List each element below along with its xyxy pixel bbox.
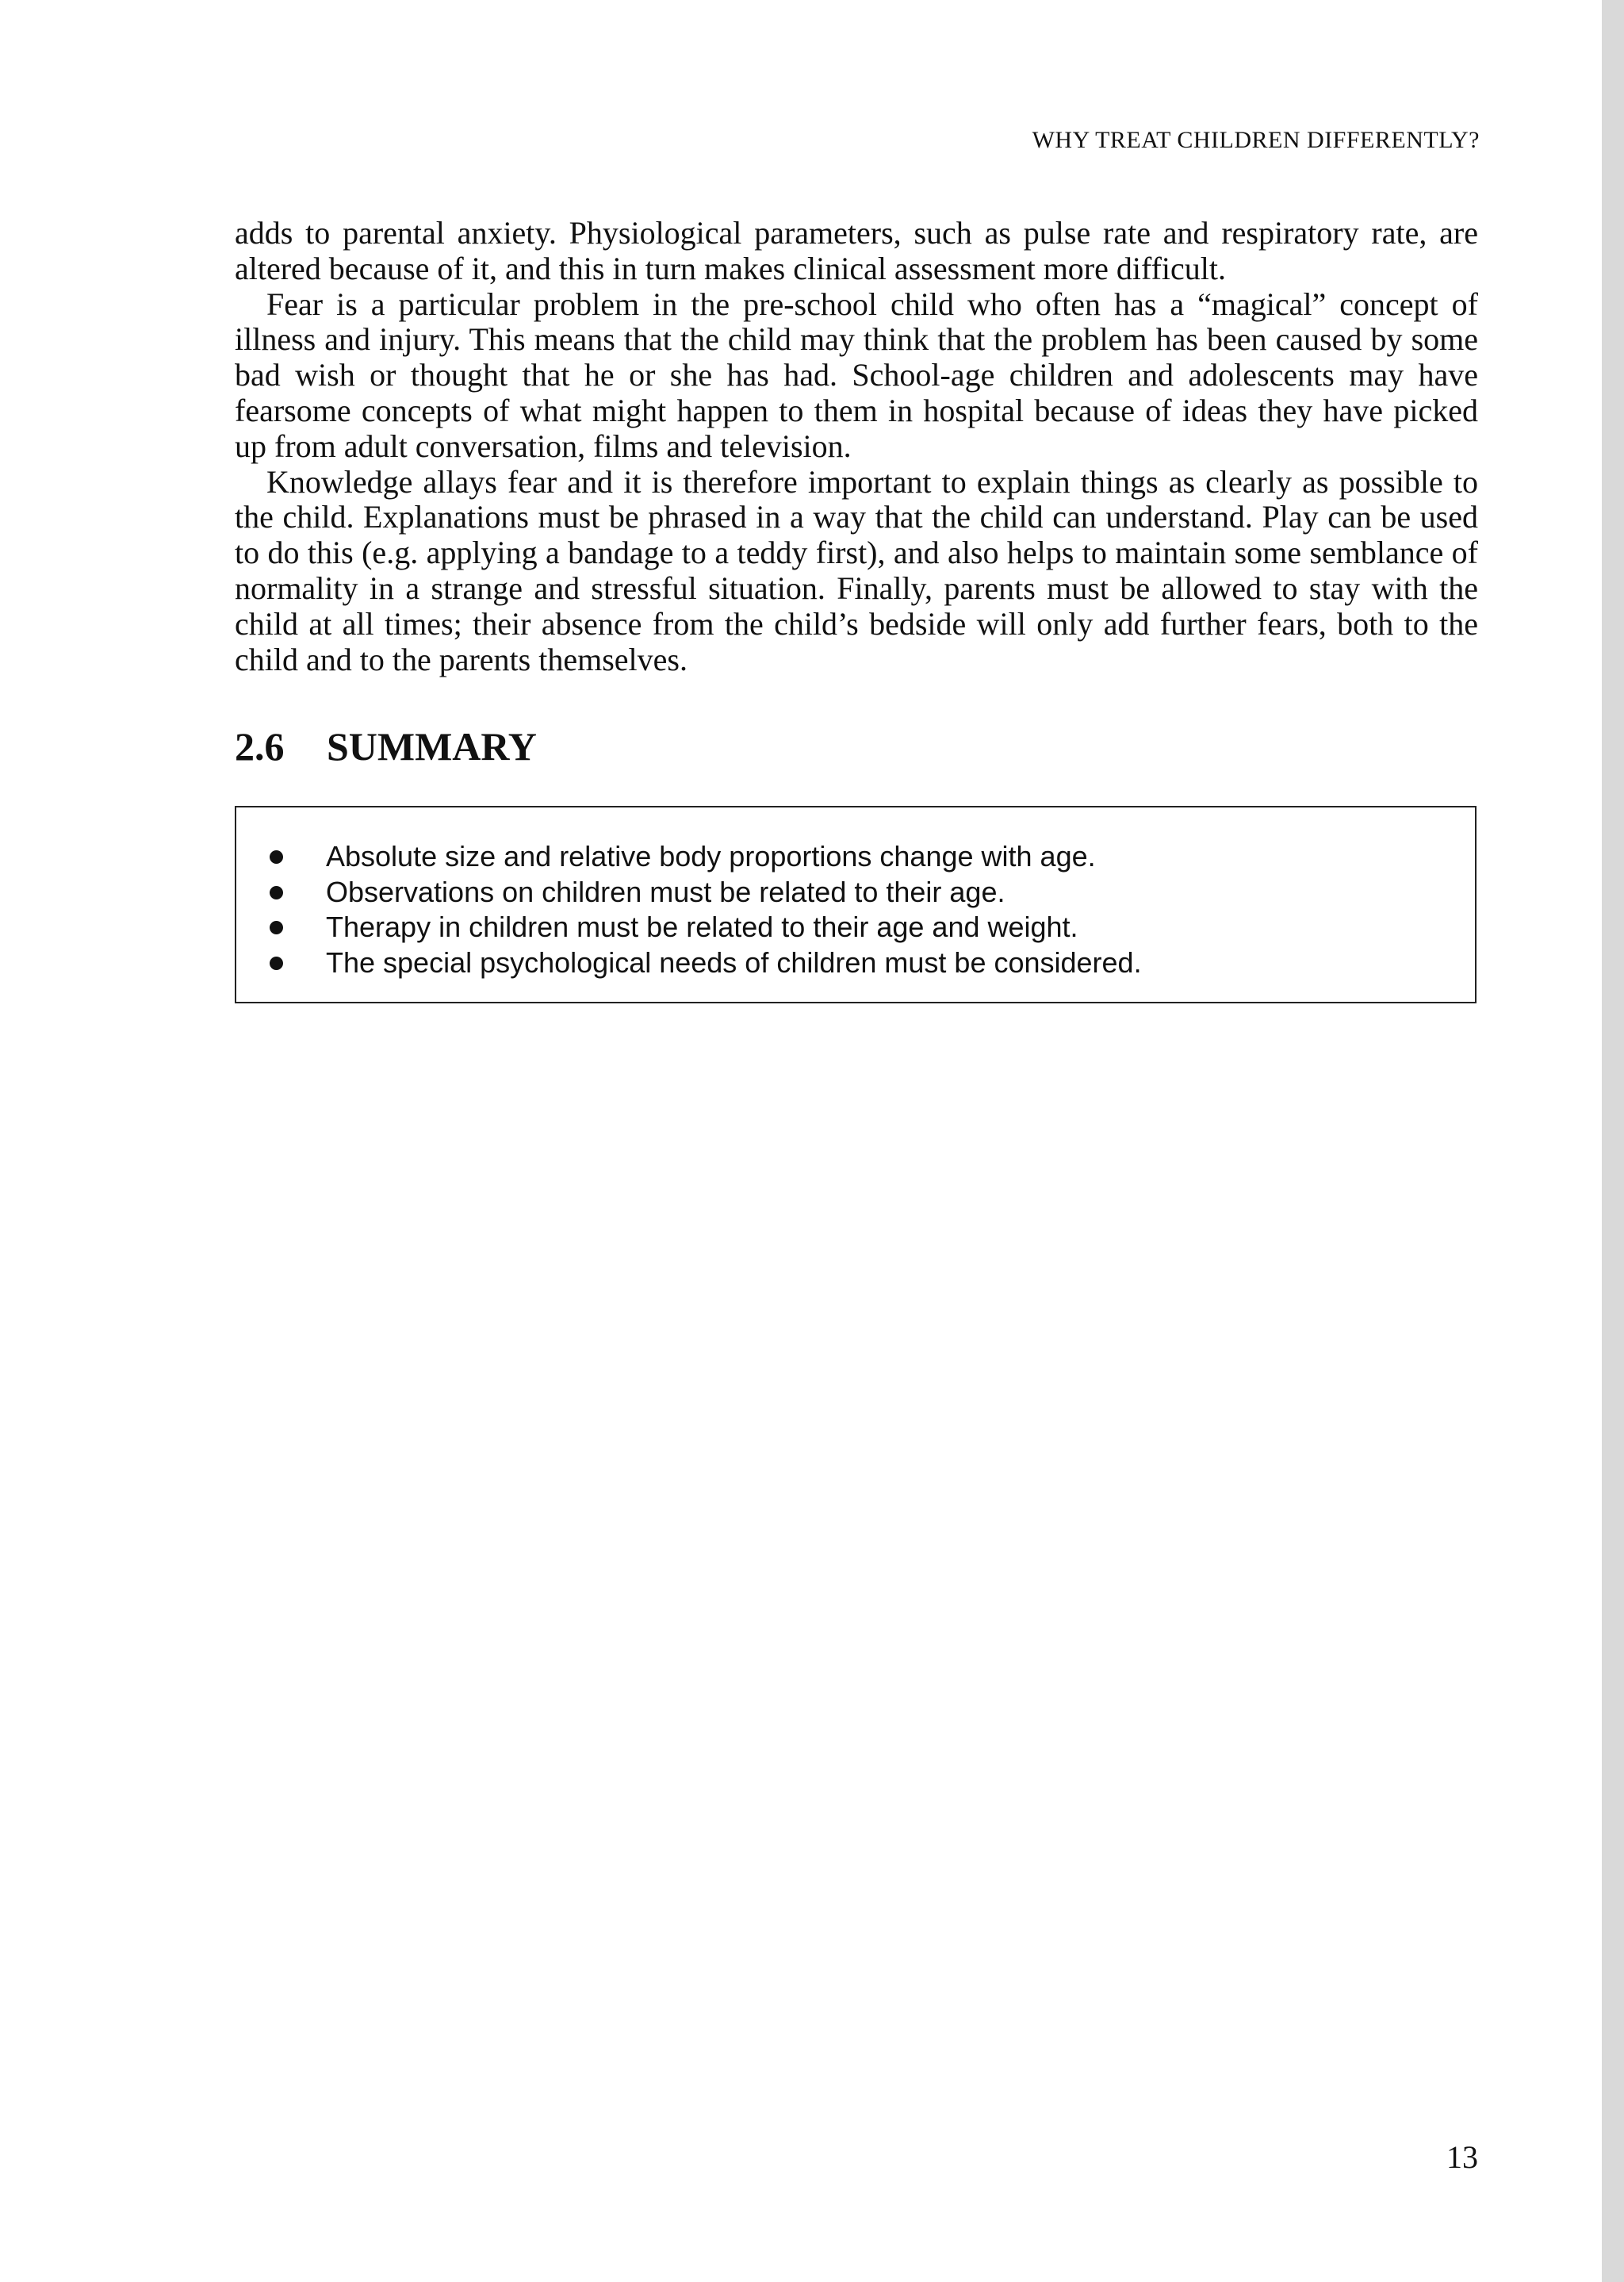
page-edge bbox=[1602, 0, 1624, 2282]
summary-item-text: The special psychological needs of children must be considered. bbox=[326, 945, 1142, 979]
bullet-icon bbox=[270, 921, 283, 934]
summary-item-text: Therapy in children must be related to their age and weight. bbox=[326, 911, 1078, 944]
bullet-icon bbox=[270, 957, 283, 970]
summary-item bbox=[236, 910, 1475, 945]
paragraph: adds to parental anxiety. Physiological parameters, such as pulse rate and respiratory rate, are altered because of it, and this in turn makes clinical assessment more difficult. bbox=[235, 215, 1478, 286]
summary-item bbox=[236, 839, 1475, 875]
body-text bbox=[235, 216, 1478, 677]
summary-list bbox=[236, 807, 1475, 980]
bullet-icon bbox=[270, 886, 283, 899]
summary-item-text: Absolute size and relative body proportions change with age. bbox=[326, 840, 1096, 873]
paragraph: Knowledge allays fear and it is therefore important to explain things as clearly as possible to the child. Explanations must be phrased in a way that the child can understand. Play can be used to do this (e.g. applying a bandage to a teddy first), and also helps to maintain some semblance of normality in a strange and stressful situation. Finally, parents must be allowed to stay with the child at all times; their absence from the child’s bedside will only add further fears, both to the child and to the parents themselves. bbox=[235, 463, 1478, 677]
section-heading bbox=[235, 723, 537, 769]
page-number: 13 bbox=[1446, 2139, 1478, 2175]
summary-box bbox=[235, 806, 1477, 1003]
summary-item bbox=[236, 945, 1475, 981]
section-title: SUMMARY bbox=[327, 724, 537, 769]
summary-item-text: Observations on children must be related to their age. bbox=[326, 875, 1005, 908]
section-number: 2.6 bbox=[235, 724, 285, 769]
summary-item bbox=[236, 875, 1475, 911]
running-head: WHY TREAT CHILDREN DIFFERENTLY? bbox=[1032, 127, 1480, 153]
paragraph: Fear is a particular problem in the pre-school child who often has a “magical” concept of illness and injury. This means that the child may think that the problem has been caused by some bad wish or thought that he or she has had. School-age children and adolescents may have fearsome concepts of what might happen to them in hospital because of ideas they have picked up from adult conversation, films and television. bbox=[235, 286, 1478, 464]
bullet-icon bbox=[270, 850, 283, 864]
